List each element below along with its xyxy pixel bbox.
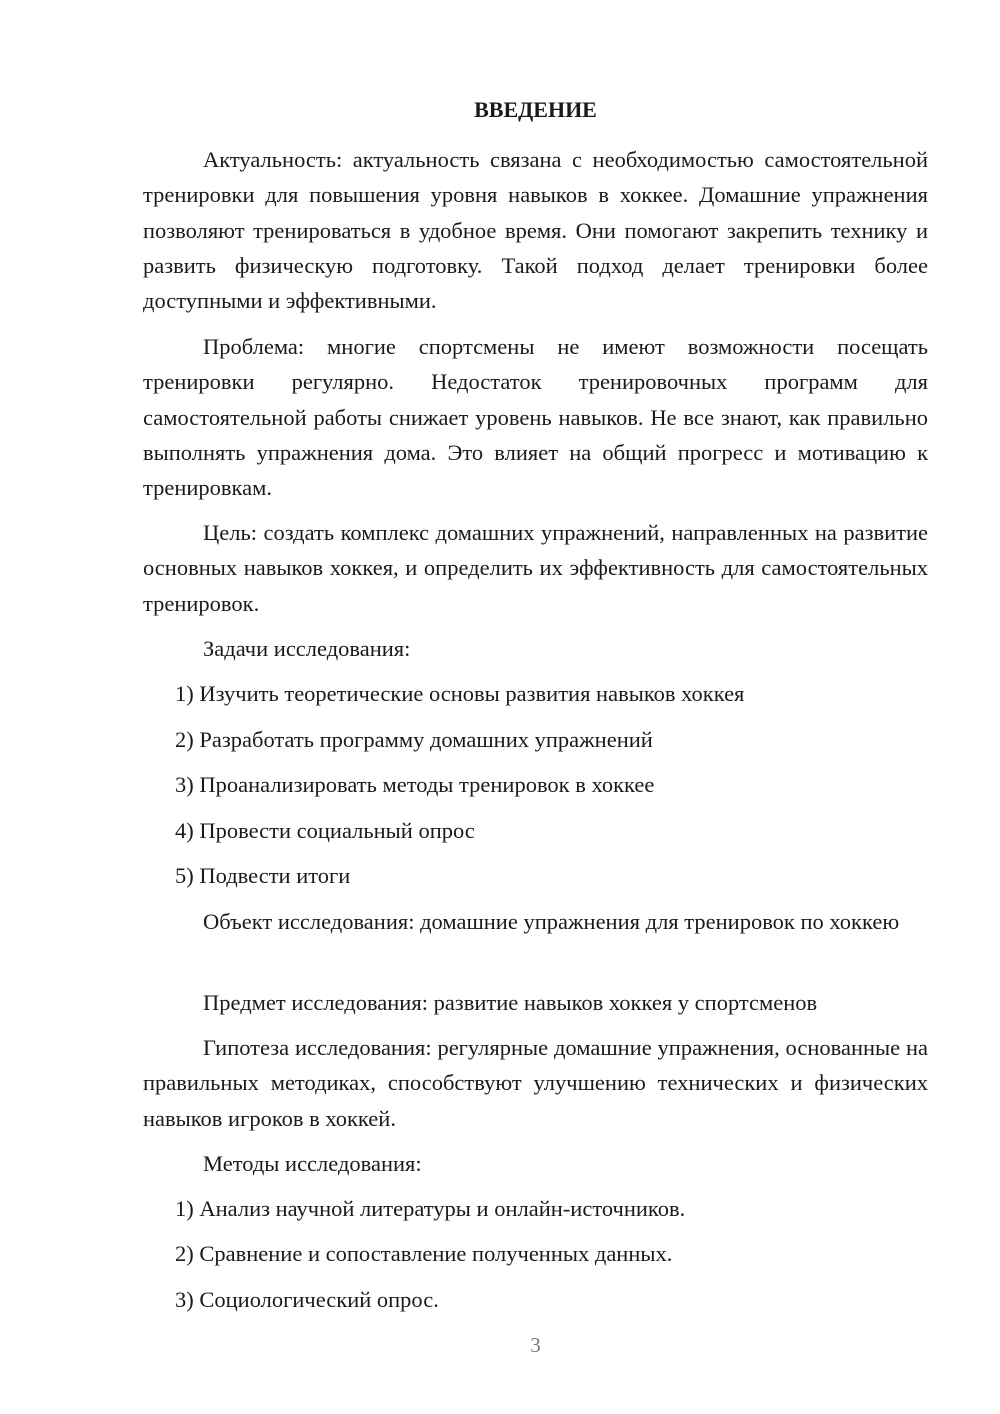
problem-paragraph: Проблема: многие спортсмены не имеют возможности посещать тренировки регулярно. Недостаток тренировочных программ для самостоятельной работы снижает уровень навыков. Не все знают, как правильно выполнять упражнения дома. Это влияет на общий прогресс и мотивацию к тренировкам.	[143, 334, 928, 501]
page-number: 3	[530, 1333, 541, 1357]
method-item: 2) Сравнение и сопоставление полученных данных.	[175, 1241, 673, 1266]
methods-heading: Методы исследования:	[203, 1151, 422, 1176]
method-item: 3) Социологический опрос.	[175, 1287, 439, 1312]
object-paragraph: Объект исследования: домашние упражнения для тренировок по хоккею	[203, 909, 900, 934]
subject-paragraph: Предмет исследования: развитие навыков хоккея у спортсменов	[203, 990, 818, 1015]
relevance-paragraph: Актуальность: актуальность связана с необходимостью самостоятельной тренировки для повышения уровня навыков в хоккее. Домашние упражнения позволяют тренироваться в удобное время. Они помогают закрепить технику и развить физическую подготовку. Такой подход делает тренировки более доступными и эффективными.	[143, 147, 928, 314]
task-item: 2) Разработать программу домашних упражнений	[175, 727, 653, 752]
goal-paragraph: Цель: создать комплекс домашних упражнений, направленных на развитие основных навыков хоккея, и определить их эффективность для самостоятельных тренировок.	[143, 520, 928, 616]
task-item: 1) Изучить теоретические основы развития навыков хоккея	[175, 681, 745, 706]
tasks-heading: Задачи исследования:	[203, 636, 411, 661]
method-item: 1) Анализ научной литературы и онлайн-источников.	[175, 1196, 686, 1221]
document-page	[143, 0, 928, 1414]
page-title: ВВЕДЕНИЕ	[474, 97, 597, 122]
hypothesis-paragraph: Гипотеза исследования: регулярные домашние упражнения, основанные на правильных методиках, способствуют улучшению технических и физических навыков игроков в хоккей.	[143, 1035, 928, 1131]
task-item: 3) Проанализировать методы тренировок в хоккее	[175, 772, 655, 797]
task-item: 4) Провести социальный опрос	[175, 818, 475, 843]
task-item: 5) Подвести итоги	[175, 863, 351, 888]
